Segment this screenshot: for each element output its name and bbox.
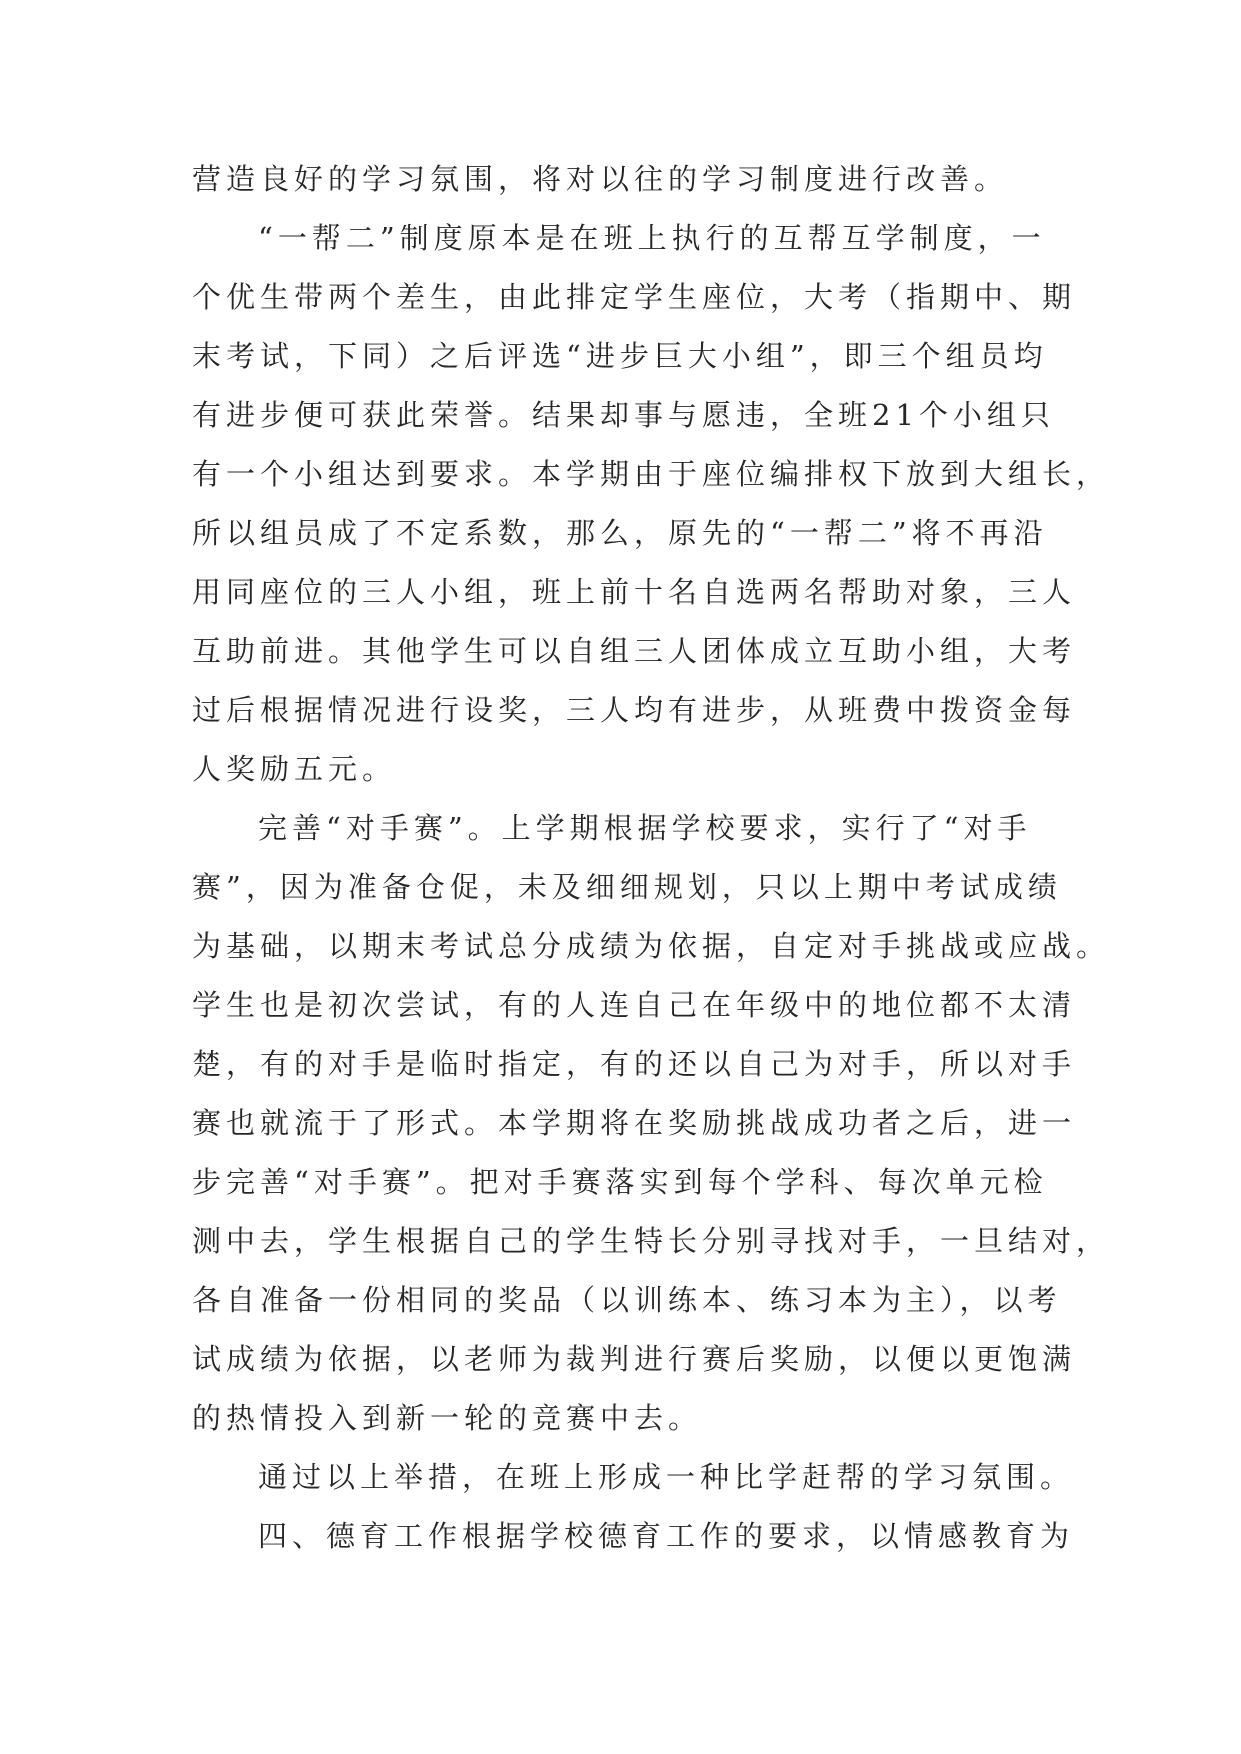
text-line: 学生也是初次尝试，有的人连自己在年级中的地位都不太清 xyxy=(192,988,1077,1022)
text-line: 个优生带两个差生，由此排定学生座位，大考（指期中、期 xyxy=(192,280,1077,314)
text-line: 试成绩为依据，以老师为裁判进行赛后奖励，以便以更饱满 xyxy=(192,1342,1077,1376)
text-line: 赛”，因为准备仓促，未及细细规划，只以上期中考试成绩 xyxy=(192,870,1062,904)
text-line: 楚，有的对手是临时指定，有的还以自己为对手，所以对手 xyxy=(192,1047,1077,1081)
text-line: 各自准备一份相同的奖品（以训练本、练习本为主），以考 xyxy=(192,1283,1062,1317)
text-line: 所以组员成了不定系数，那么，原先的“一帮二”将不再沿 xyxy=(192,516,1048,550)
text-line: 完善“对手赛”。上学期根据学校要求，实行了“对手 xyxy=(258,811,1032,845)
text-line: “一帮二”制度原本是在班上执行的互帮互学制度，一 xyxy=(258,221,1046,255)
text-line: 四、德育工作根据学校德育工作的要求，以情感教育为 xyxy=(258,1519,1075,1553)
text-line: 的热情投入到新一轮的竞赛中去。 xyxy=(192,1401,703,1435)
text-line: 有一个小组达到要求。本学期由于座位编排权下放到大组长， xyxy=(192,457,1111,491)
text-line: 过后根据情况进行设奖，三人均有进步，从班费中拨资金每 xyxy=(192,693,1077,727)
document-page xyxy=(192,150,1111,1566)
text-line: 步完善“对手赛”。把对手赛落实到每个学科、每次单元检 xyxy=(192,1165,1048,1199)
text-line: 营造良好的学习氛围，将对以往的学习制度进行改善。 xyxy=(192,162,1009,196)
text-line: 用同座位的三人小组，班上前十名自选两名帮助对象，三人 xyxy=(192,575,1077,609)
text-line: 通过以上举措，在班上形成一种比学赶帮的学习氛围。 xyxy=(258,1460,1075,1494)
text-line: 赛也就流于了形式。本学期将在奖励挑战成功者之后，进一 xyxy=(192,1106,1077,1140)
text-line: 测中去，学生根据自己的学生特长分别寻找对手，一旦结对， xyxy=(192,1224,1111,1258)
text-line: 互助前进。其他学生可以自组三人团体成立互助小组，大考 xyxy=(192,634,1077,668)
text-line: 末考试，下同）之后评选“进步巨大小组”，即三个组员均 xyxy=(192,339,1048,373)
text-line: 有进步便可获此荣誉。结果却事与愿违，全班21个小组只 xyxy=(192,398,1055,432)
text-line: 为基础，以期末考试总分成绩为依据，自定对手挑战或应战。 xyxy=(192,929,1111,963)
text-line: 人奖励五元。 xyxy=(192,752,397,786)
